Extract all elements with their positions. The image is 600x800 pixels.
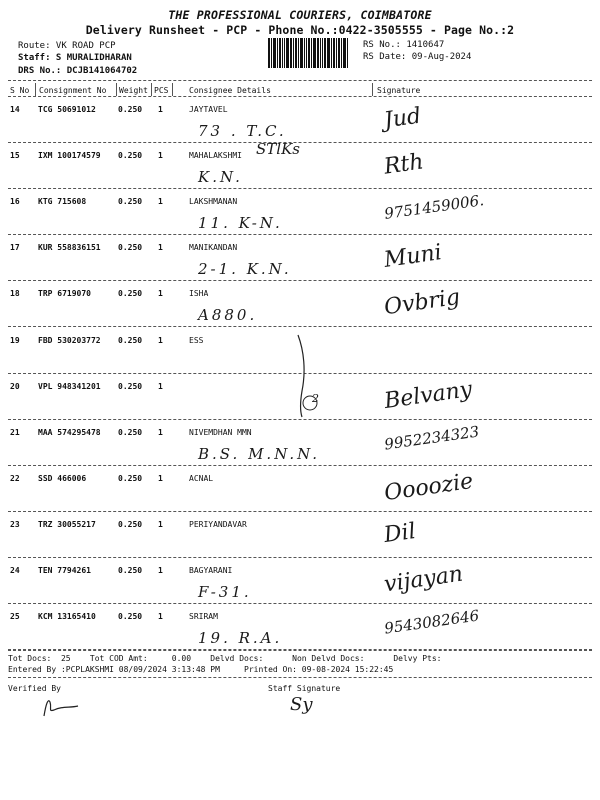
row-weight: 0.250 <box>118 243 143 253</box>
row-weight: 0.250 <box>118 473 143 483</box>
row-pcs: 1 <box>158 243 163 253</box>
signature-handwriting: Muni <box>382 240 444 274</box>
row-consignment-no: MAA 574295478 <box>38 427 101 437</box>
handwritten-note: 19. R.A. <box>198 629 283 648</box>
row-consignment-no: IXM 100174579 <box>38 151 101 161</box>
drs-number: DRS No.: DCJB141064702 <box>18 66 138 76</box>
divider <box>8 188 592 189</box>
row-consignee: ESS <box>189 335 204 345</box>
divider <box>116 83 117 96</box>
row-weight: 0.250 <box>118 612 143 622</box>
row-sno: 19 <box>10 335 20 345</box>
col-sno: S No <box>10 86 30 95</box>
signature-handwriting: Rth <box>382 149 426 180</box>
row-weight: 0.250 <box>118 519 143 529</box>
verified-by-label: Verified By <box>8 684 61 693</box>
row-consignment-no: KUR 558836151 <box>38 243 101 253</box>
row-consignment-no: TRP 6719070 <box>38 289 91 299</box>
signature-handwriting: Belvany <box>382 376 474 414</box>
row-sno: 24 <box>10 566 20 575</box>
handwritten-note: STlKs <box>256 140 300 159</box>
verified-signature-icon <box>40 694 80 718</box>
row-sno: 22 <box>10 473 20 483</box>
row-consignee: JAYTAVEL <box>189 105 228 114</box>
row-weight: 0.250 <box>118 105 143 114</box>
row-consignee: SRIRAM <box>189 612 218 622</box>
row-consignment-no: SSD 466006 <box>38 473 87 483</box>
row-pcs: 1 <box>158 427 163 437</box>
row-sno: 17 <box>10 243 20 253</box>
divider <box>172 83 173 96</box>
row-pcs: 1 <box>158 289 163 299</box>
row-sno: 14 <box>10 105 20 114</box>
divider <box>8 465 592 466</box>
signature-handwriting: Ovbrig <box>382 285 462 321</box>
route-label: Route: VK ROAD PCP <box>18 41 116 51</box>
row-pcs: 1 <box>158 612 163 622</box>
row-pcs: 1 <box>158 105 163 114</box>
row-pcs: 1 <box>158 381 163 391</box>
signature-handwriting: Dil <box>382 518 418 548</box>
row-consignee: NIVEMDHAN MMN <box>189 427 252 437</box>
table-row <box>0 236 600 284</box>
col-weight: Weight <box>119 86 148 95</box>
row-weight: 0.250 <box>118 427 143 437</box>
divider <box>8 557 592 558</box>
row-sno: 18 <box>10 289 20 299</box>
row-consignee: ACNAL <box>189 473 214 483</box>
signature-handwriting: 9952234323 <box>383 422 481 454</box>
handwritten-note: 73 . T.C. <box>198 122 287 140</box>
signature-handwriting: vijayan <box>382 561 465 598</box>
row-pcs: 1 <box>158 197 163 207</box>
entered-by-line: Entered By :PCPLAKSHMI 08/09/2024 3:13:48 PM Printed On: 09-08-2024 15:22:45 <box>8 665 394 674</box>
divider <box>8 511 592 512</box>
company-title: THE PROFESSIONAL COURIERS, COIMBATORE <box>168 8 432 22</box>
divider <box>8 280 592 281</box>
divider <box>8 234 592 235</box>
table-row <box>0 605 600 653</box>
table-row <box>0 98 600 146</box>
col-consignee: Consignee Details <box>189 86 271 95</box>
totals-line: Tot Docs: 25 Tot COD Amt: 0.00 Delvd Docs: Non Delvd Docs: Delvy Pts: <box>8 654 442 663</box>
barcode-icon <box>268 38 356 68</box>
row-weight: 0.250 <box>118 566 143 575</box>
divider <box>35 83 36 96</box>
row-pcs: 1 <box>158 566 163 575</box>
row-sno: 25 <box>10 612 20 622</box>
handwritten-note: 2 <box>312 391 322 405</box>
row-sno: 20 <box>10 381 20 391</box>
row-consignment-no: TRZ 30055217 <box>38 519 96 529</box>
divider <box>8 96 592 97</box>
signature-handwriting: Oooozie <box>382 468 475 506</box>
table-row <box>0 190 600 238</box>
row-consignee: BAGYARANI <box>189 566 233 575</box>
staff-label: Staff: S MURALIDHARAN <box>18 53 132 63</box>
staff-signature-label: Staff Signature <box>268 684 341 693</box>
row-consignment-no: TEN 7794261 <box>38 566 91 575</box>
divider <box>8 650 592 651</box>
table-row <box>0 282 600 330</box>
row-consignee: LAKSHMANAN <box>189 197 238 207</box>
row-consignment-no: TCG 50691012 <box>38 105 96 114</box>
divider <box>8 80 592 81</box>
row-pcs: 1 <box>158 335 163 345</box>
divider <box>8 326 592 327</box>
divider <box>372 83 373 96</box>
row-pcs: 1 <box>158 151 163 161</box>
row-weight: 0.250 <box>118 381 143 391</box>
row-consignee: ISHA <box>189 289 209 299</box>
row-sno: 21 <box>10 427 20 437</box>
row-consignment-no: KCM 13165410 <box>38 612 96 622</box>
col-consignment: Consignment No <box>39 86 107 95</box>
table-row <box>0 421 600 469</box>
signature-handwriting: 9751459006. <box>383 191 485 224</box>
col-pcs: PCS <box>154 86 169 95</box>
handwritten-note: B.S. M.N.N. <box>198 444 321 463</box>
row-pcs: 1 <box>158 473 163 483</box>
row-sno: 23 <box>10 519 20 529</box>
row-consignee: PERIYANDAVAR <box>189 519 247 529</box>
row-weight: 0.250 <box>118 197 143 207</box>
divider <box>8 603 592 604</box>
table-row <box>0 140 600 192</box>
handwritten-note: 2-1. K.N. <box>198 260 292 279</box>
handwritten-note: 11. K-N. <box>198 214 283 233</box>
signature-handwriting: Jud <box>382 103 423 134</box>
col-signature: Signature <box>377 86 421 95</box>
runsheet-subtitle: Delivery Runsheet - PCP - Phone No.:0422-3505555 - Page No.:2 <box>85 23 515 37</box>
row-sno: 16 <box>10 197 20 207</box>
row-weight: 0.250 <box>118 151 143 161</box>
row-consignment-no: VPL 948341201 <box>38 381 101 391</box>
row-weight: 0.250 <box>118 335 143 345</box>
row-sno: 15 <box>10 151 20 161</box>
divider <box>151 83 152 96</box>
divider <box>8 142 592 143</box>
row-consignment-no: KTG 715608 <box>38 197 87 207</box>
table-row <box>0 513 600 561</box>
rs-date: RS Date: 09-Aug-2024 <box>363 52 472 62</box>
handwritten-note: F-31. <box>198 583 252 601</box>
row-consignee: MAHALAKSHMI <box>189 151 242 161</box>
staff-signature-hand: Sy <box>290 694 313 715</box>
row-consignee: MANIKANDAN <box>189 243 238 253</box>
row-weight: 0.250 <box>118 289 143 299</box>
signature-handwriting: 9543082646 <box>383 606 481 638</box>
rs-number: RS No.: 1410647 <box>363 40 445 50</box>
handwritten-note: A880. <box>198 306 258 325</box>
table-row <box>0 559 600 607</box>
handwritten-note: K.N. <box>198 168 243 187</box>
divider <box>8 677 592 678</box>
row-pcs: 1 <box>158 519 163 529</box>
bracket-mark-icon <box>288 331 318 421</box>
table-row <box>0 467 600 515</box>
row-consignment-no: FBD 530203772 <box>38 335 101 345</box>
